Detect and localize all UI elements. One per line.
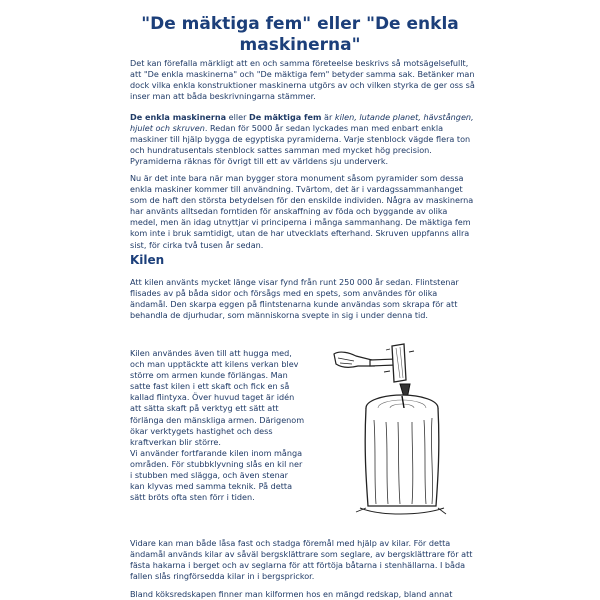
kitchen-tools-paragraph: Bland köksredskapen finner man kilformen hos en mängd redskap, bland annat — [130, 589, 453, 599]
sidebox-paragraph-axe: Kilen användes även till att hugga med, och man upptäckte att kilens verkan blev större om armen kunde förlängas. Man satte fast kilen i ett skaft och fick en så kallad flintyxa. Över huvud taget är idén att sätta skaft på verktyg ett sätt att förlänga den mänskliga armen. Därigenom ökar verktygets hastighet och dess kraftverkan blir större. — [130, 348, 305, 447]
section-heading-kilen: Kilen — [130, 253, 165, 267]
hammer-handle-icon — [370, 359, 396, 366]
definition-connector-2: är — [321, 112, 335, 122]
term-maktiga-fem: De mäktiga fem — [249, 112, 322, 122]
locking-wedges-paragraph: Vidare kan man både låsa fast och stadga föremål med hjälp av kilar. För detta ändamål används kilar av såväl bergsklättrare som seglare, av bergsklättrare för att fästa hakarna i berget och av seglarna för att förtöja båtarna i stenhällarna. I båda fallen slås ringförsedda kilar in i bergsprickor. — [130, 538, 473, 582]
stump-icon — [365, 408, 439, 506]
arm-icon — [334, 352, 374, 367]
machine-list: kilen, lutande planet, hävstången, hjulet och skruven — [130, 112, 474, 134]
title-line-1: "De mäktiga fem" eller "De enkla — [141, 14, 459, 34]
page-title — [130, 14, 470, 56]
term-enkla-maskinerna: De enkla maskinerna — [130, 112, 227, 122]
title-line-2: maskinerna" — [239, 35, 361, 55]
intro-paragraph: Det kan förefalla märkligt att en och samma företeelse beskrivs så motsägelsefullt, att "De enkla maskinerna" och "De mäktiga fem" betyder samma sak. Betänker man dock vilka enkla konstruktioner maskinerna utgörs av och vilken styrka de ger oss så inser man att båda beskrivningarna stämmer. — [130, 58, 475, 102]
everyday-use-paragraph: Nu är det inte bara när man bygger stora monument såsom pyramider som dessa enkla maskiner kommer till användning. Tvärtom, det är i vardagssammanhanget som de haft den största betydelsen för den enskilde individen. Några av maskinerna har använts alltsedan forntiden för anskaffning av föda och byggande av olika medel, men än idag utnyttjar vi principerna i många sammanhang. De mäktiga fem kom inte i bruk samtidigt, utan de har utvecklats efterhand. Skruven uppfanns allra sist, för cirka två tusen år sedan. — [130, 173, 474, 250]
definition-connector-1: eller — [226, 112, 249, 122]
sidebox-paragraph-splitting: Vi använder fortfarande kilen inom många områden. För stubbklyvning slås en kil ner i stubben med slägga, och även stenar kan klyvas med samma teknik. På detta sätt bröts ofta sten förr i tiden. — [130, 448, 303, 503]
definition-rest: . Redan för 5000 år sedan lyckades man med enbart enkla maskiner till hjälp bygga de egyptiska pyramiderna. Varje stenblock vägde flera ton och hundratusentals stenblock sattes samman med mycket hög precision. Pyramiderna räknas för övrigt till ett av världens sju underverk. — [130, 123, 471, 167]
sledgehammer-icon — [392, 344, 406, 382]
wedge-splitting-illustration — [330, 338, 448, 520]
kilen-history-paragraph: Att kilen använts mycket länge visar fynd från runt 250 000 år sedan. Flintstenar flisades av på båda sidor och försågs med en spets, som användes för olika ändamål. Den skarpa eggen på flintstenarna kunde användas som skrapa för att behandla de djurhudar, som människorna svepte in sig i under denna tid. — [130, 277, 459, 321]
definition-paragraph — [130, 112, 475, 167]
